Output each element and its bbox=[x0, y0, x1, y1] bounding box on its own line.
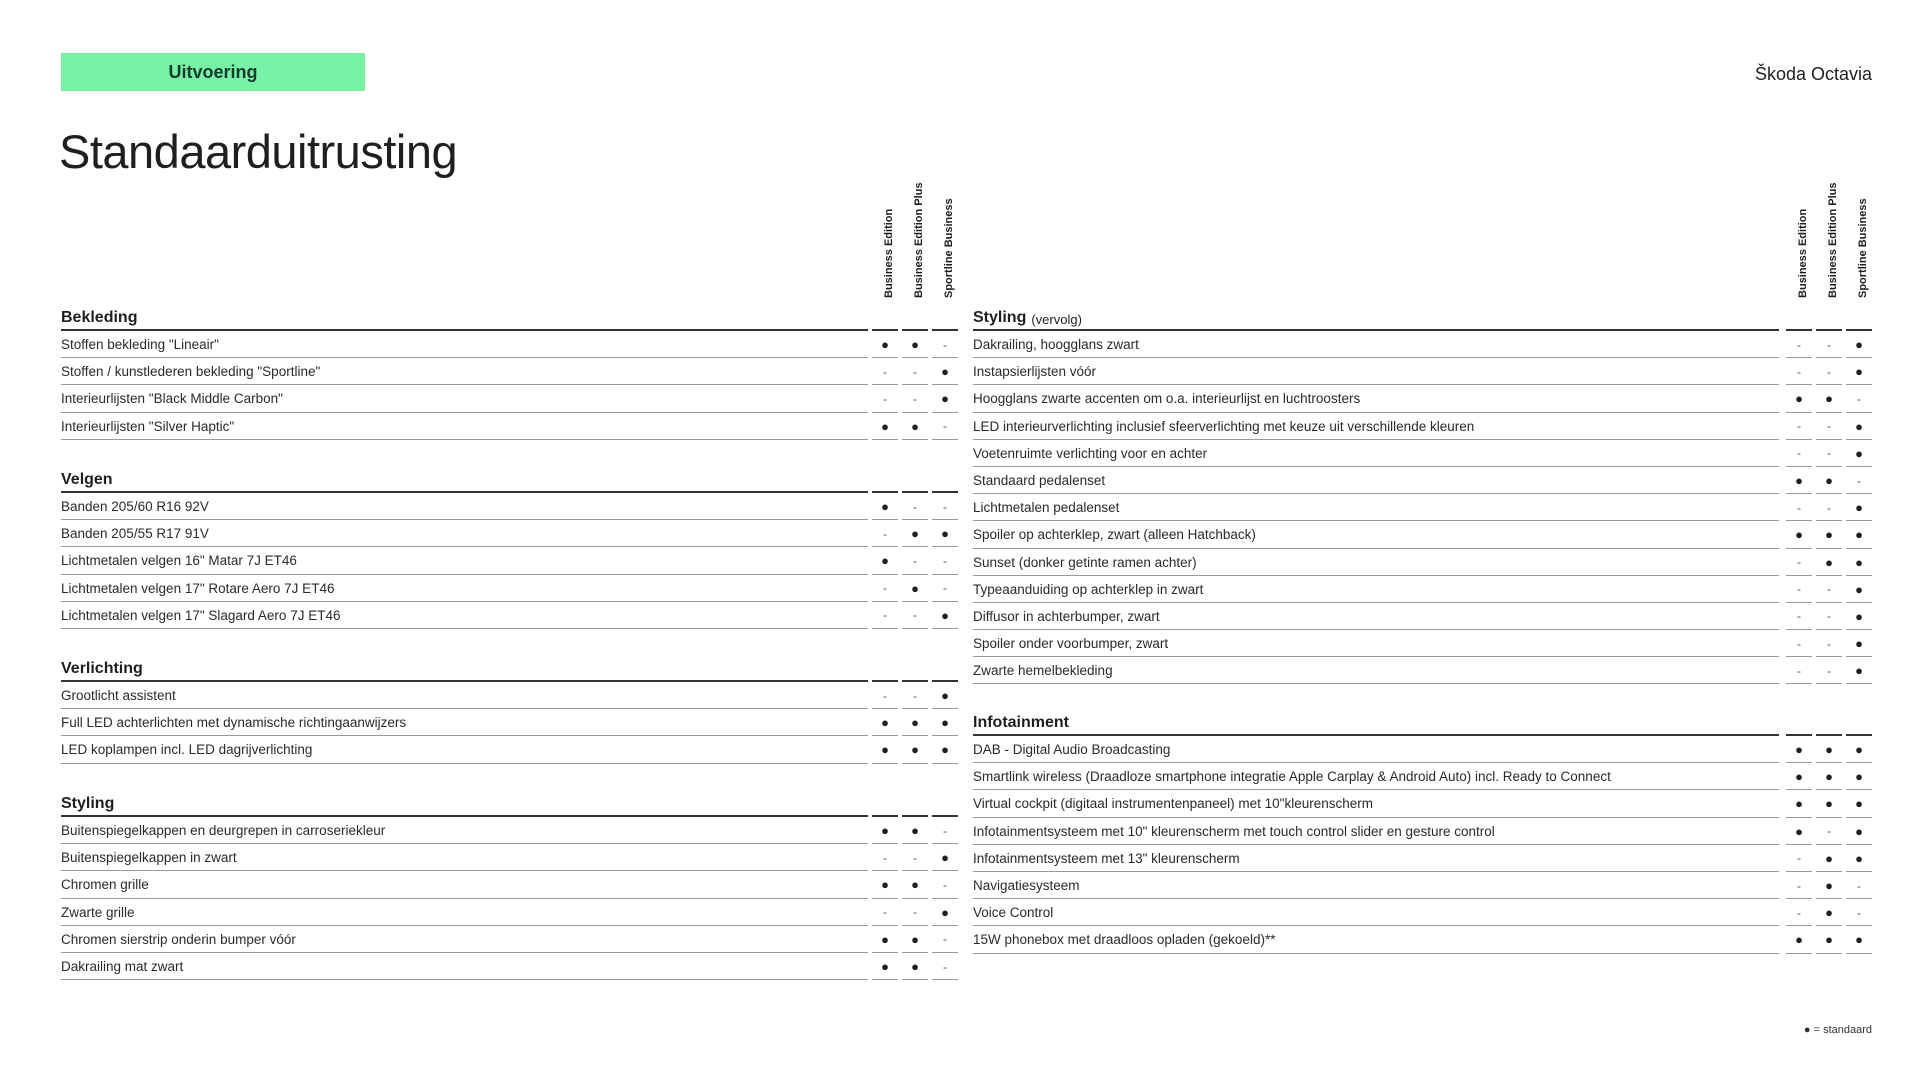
not-available-mark: - bbox=[883, 391, 887, 406]
table-row bbox=[973, 358, 1873, 385]
standard-dot-icon: ● bbox=[1795, 473, 1803, 489]
table-row bbox=[61, 926, 959, 953]
feature-label: DAB - Digital Audio Broadcasting bbox=[973, 742, 1171, 758]
feature-label: Lichtmetalen velgen 17" Rotare Aero 7J ET46 bbox=[61, 580, 335, 596]
standard-dot-icon: ● bbox=[941, 607, 949, 623]
standard-dot-icon: ● bbox=[1795, 527, 1803, 543]
standard-dot-icon: ● bbox=[1855, 636, 1863, 652]
standard-dot-icon: ● bbox=[1855, 608, 1863, 624]
standard-dot-icon: ● bbox=[1855, 742, 1863, 758]
feature-label: Diffusor in achterbumper, zwart bbox=[973, 608, 1160, 624]
standard-dot-icon: ● bbox=[1855, 769, 1863, 785]
standard-dot-icon: ● bbox=[911, 526, 919, 542]
not-available-mark: - bbox=[1797, 500, 1801, 515]
feature-label: Full LED achterlichten met dynamische richtingaanwijzers bbox=[61, 715, 407, 731]
feature-label: LED koplampen incl. LED dagrijverlichting bbox=[61, 742, 313, 758]
standard-dot-icon: ● bbox=[1825, 796, 1833, 812]
standard-dot-icon: ● bbox=[941, 715, 949, 731]
not-available-mark: - bbox=[943, 419, 947, 434]
standard-dot-icon: ● bbox=[1795, 769, 1803, 785]
table-row bbox=[61, 953, 959, 980]
feature-label: Chromen grille bbox=[61, 877, 149, 893]
standard-dot-icon: ● bbox=[1855, 850, 1863, 866]
table-row bbox=[61, 358, 959, 385]
section-velgen bbox=[61, 466, 959, 629]
standard-dot-icon: ● bbox=[941, 850, 949, 866]
not-available-mark: - bbox=[1797, 337, 1801, 352]
not-available-mark: - bbox=[913, 553, 917, 568]
not-available-mark: - bbox=[1827, 446, 1831, 461]
section-infotainment bbox=[973, 709, 1873, 954]
section-heading bbox=[973, 304, 1873, 331]
feature-label: Navigatiesysteem bbox=[973, 878, 1080, 894]
feature-label: Lichtmetalen velgen 16" Matar 7J ET46 bbox=[61, 553, 297, 569]
not-available-mark: - bbox=[1797, 636, 1801, 651]
table-row bbox=[973, 494, 1873, 521]
feature-label: Voice Control bbox=[973, 905, 1054, 921]
standard-dot-icon: ● bbox=[1795, 932, 1803, 948]
not-available-mark: - bbox=[1827, 824, 1831, 839]
section-heading bbox=[61, 304, 959, 331]
section-heading-title: Styling bbox=[61, 795, 115, 812]
feature-label: Zwarte hemelbekleding bbox=[973, 663, 1113, 679]
feature-label: Hoogglans zwarte accenten om o.a. interieurlijst en luchtroosters bbox=[973, 391, 1361, 407]
feature-label: Standaard pedalenset bbox=[973, 473, 1106, 489]
standard-dot-icon: ● bbox=[1855, 581, 1863, 597]
feature-label: Smartlink wireless (Draadloze smartphone integratie Apple Carplay & Android Auto) incl. Ready to Connect bbox=[973, 769, 1611, 785]
section-tag-label: Uitvoering bbox=[168, 61, 258, 82]
standard-dot-icon: ● bbox=[1855, 823, 1863, 839]
not-available-mark: - bbox=[883, 905, 887, 920]
feature-label: Virtual cockpit (digitaal instrumentenpaneel) met 10"kleurenscherm bbox=[973, 796, 1373, 812]
not-available-mark: - bbox=[943, 932, 947, 947]
table-row bbox=[61, 871, 959, 898]
feature-label: Voetenruimte verlichting voor en achter bbox=[973, 445, 1208, 461]
page-title: Standaarduitrusting bbox=[59, 125, 458, 178]
not-available-mark: - bbox=[883, 581, 887, 596]
table-row bbox=[973, 926, 1873, 953]
standard-dot-icon: ● bbox=[911, 742, 919, 758]
table-row bbox=[973, 521, 1873, 548]
feature-label: Infotainmentsysteem met 13" kleurenscherm bbox=[973, 850, 1240, 866]
not-available-mark: - bbox=[943, 823, 947, 838]
standard-dot-icon: ● bbox=[1825, 878, 1833, 894]
table-row bbox=[973, 413, 1873, 440]
standard-dot-icon: ● bbox=[941, 526, 949, 542]
not-available-mark: - bbox=[913, 364, 917, 379]
standard-dot-icon: ● bbox=[881, 418, 889, 434]
not-available-mark: - bbox=[1797, 555, 1801, 570]
table-row bbox=[973, 736, 1873, 763]
table-row bbox=[973, 576, 1873, 603]
table-row bbox=[973, 630, 1873, 657]
feature-label: Dakrailing, hoogglans zwart bbox=[973, 337, 1139, 353]
standard-dot-icon: ● bbox=[881, 715, 889, 731]
standard-dot-icon: ● bbox=[1825, 932, 1833, 948]
column-header-business-edition: Business Edition bbox=[883, 208, 895, 298]
column-header-business-edition-plus: Business Edition Plus bbox=[913, 182, 925, 298]
standard-dot-icon: ● bbox=[1795, 823, 1803, 839]
standard-dot-icon: ● bbox=[1855, 663, 1863, 679]
section-verlichting bbox=[61, 655, 959, 764]
not-available-mark: - bbox=[913, 905, 917, 920]
standard-dot-icon: ● bbox=[881, 931, 889, 947]
not-available-mark: - bbox=[1797, 905, 1801, 920]
table-row bbox=[61, 736, 959, 763]
section-heading bbox=[61, 466, 959, 493]
not-available-mark: - bbox=[1827, 636, 1831, 651]
standard-dot-icon: ● bbox=[1825, 850, 1833, 866]
not-available-mark: - bbox=[913, 850, 917, 865]
standard-dot-icon: ● bbox=[911, 337, 919, 353]
table-row bbox=[973, 763, 1873, 790]
standard-dot-icon: ● bbox=[1855, 418, 1863, 434]
not-available-mark: - bbox=[1857, 878, 1861, 893]
standard-dot-icon: ● bbox=[1795, 742, 1803, 758]
not-available-mark: - bbox=[1797, 446, 1801, 461]
table-row bbox=[973, 790, 1873, 817]
feature-label: Banden 205/55 R17 91V bbox=[61, 526, 209, 542]
section-heading-title: Styling bbox=[973, 309, 1027, 326]
standard-dot-icon: ● bbox=[1855, 932, 1863, 948]
section-heading-title: Verlichting bbox=[61, 660, 143, 677]
not-available-mark: - bbox=[883, 608, 887, 623]
feature-label: Spoiler onder voorbumper, zwart bbox=[973, 636, 1169, 652]
not-available-mark: - bbox=[943, 959, 947, 974]
column-header-business-edition-plus: Business Edition Plus bbox=[1827, 182, 1839, 298]
feature-label: Grootlicht assistent bbox=[61, 688, 176, 704]
not-available-mark: - bbox=[913, 688, 917, 703]
standard-dot-icon: ● bbox=[1795, 391, 1803, 407]
standard-dot-icon: ● bbox=[881, 553, 889, 569]
not-available-mark: - bbox=[913, 391, 917, 406]
not-available-mark: - bbox=[1857, 473, 1861, 488]
not-available-mark: - bbox=[883, 850, 887, 865]
table-row bbox=[973, 845, 1873, 872]
standard-dot-icon: ● bbox=[1795, 796, 1803, 812]
not-available-mark: - bbox=[1827, 582, 1831, 597]
table-row bbox=[973, 440, 1873, 467]
not-available-mark: - bbox=[1827, 663, 1831, 678]
section-bekleding bbox=[61, 304, 959, 440]
feature-label: Interieurlijsten "Silver Haptic" bbox=[61, 418, 235, 434]
standard-dot-icon: ● bbox=[1825, 769, 1833, 785]
section-heading-subtitle: (vervolg) bbox=[1031, 312, 1082, 327]
not-available-mark: - bbox=[1827, 419, 1831, 434]
not-available-mark: - bbox=[1797, 663, 1801, 678]
standard-dot-icon: ● bbox=[1825, 527, 1833, 543]
standard-dot-icon: ● bbox=[911, 931, 919, 947]
feature-label: Stoffen bekleding "Lineair" bbox=[61, 337, 219, 353]
feature-label: Stoffen / kunstlederen bekleding "Sportline" bbox=[61, 364, 321, 380]
standard-dot-icon: ● bbox=[941, 391, 949, 407]
table-row bbox=[61, 385, 959, 412]
table-row bbox=[61, 844, 959, 871]
standard-dot-icon: ● bbox=[881, 337, 889, 353]
not-available-mark: - bbox=[1797, 851, 1801, 866]
standard-dot-icon: ● bbox=[1825, 905, 1833, 921]
not-available-mark: - bbox=[1827, 609, 1831, 624]
feature-label: Banden 205/60 R16 92V bbox=[61, 499, 209, 515]
section-heading bbox=[973, 709, 1873, 736]
table-row bbox=[61, 817, 959, 844]
section-heading bbox=[61, 655, 959, 682]
table-row bbox=[61, 413, 959, 440]
brand-name: Škoda Octavia bbox=[1754, 64, 1872, 84]
table-row bbox=[61, 493, 959, 520]
table-row bbox=[973, 872, 1873, 899]
feature-label: Infotainmentsysteem met 10" kleurenscherm met touch control slider en gesture control bbox=[973, 823, 1495, 839]
table-row bbox=[61, 331, 959, 358]
not-available-mark: - bbox=[1797, 582, 1801, 597]
not-available-mark: - bbox=[1827, 500, 1831, 515]
standard-dot-icon: ● bbox=[941, 364, 949, 380]
standard-dot-icon: ● bbox=[881, 877, 889, 893]
feature-label: Buitenspiegelkappen in zwart bbox=[61, 850, 237, 866]
table-row bbox=[61, 682, 959, 709]
standard-dot-icon: ● bbox=[911, 823, 919, 839]
table-row bbox=[61, 520, 959, 547]
standard-dot-icon: ● bbox=[1825, 742, 1833, 758]
table-row bbox=[973, 899, 1873, 926]
not-available-mark: - bbox=[1857, 905, 1861, 920]
standard-dot-icon: ● bbox=[911, 715, 919, 731]
feature-label: Chromen sierstrip onderin bumper vóór bbox=[61, 931, 296, 947]
feature-label: LED interieurverlichting inclusief sfeerverlichting met keuze uit verschillende kleuren bbox=[973, 418, 1475, 434]
column-header-business-edition: Business Edition bbox=[1797, 208, 1809, 298]
table-row bbox=[973, 549, 1873, 576]
feature-label: Buitenspiegelkappen en deurgrepen in carroseriekleur bbox=[61, 823, 386, 839]
not-available-mark: - bbox=[913, 608, 917, 623]
not-available-mark: - bbox=[1857, 391, 1861, 406]
standard-dot-icon: ● bbox=[1825, 554, 1833, 570]
table-row bbox=[61, 547, 959, 574]
standard-dot-icon: ● bbox=[881, 499, 889, 515]
standard-dot-icon: ● bbox=[911, 877, 919, 893]
table-row bbox=[973, 331, 1873, 358]
standard-dot-icon: ● bbox=[941, 904, 949, 920]
not-available-mark: - bbox=[1797, 364, 1801, 379]
not-available-mark: - bbox=[883, 364, 887, 379]
section-heading-title: Velgen bbox=[61, 471, 113, 488]
not-available-mark: - bbox=[913, 499, 917, 514]
standard-dot-icon: ● bbox=[911, 418, 919, 434]
section-styling bbox=[973, 304, 1873, 684]
standard-dot-icon: ● bbox=[1855, 554, 1863, 570]
standard-dot-icon: ● bbox=[911, 580, 919, 596]
section-heading bbox=[61, 790, 959, 817]
not-available-mark: - bbox=[883, 526, 887, 541]
table-row bbox=[61, 899, 959, 926]
standard-dot-icon: ● bbox=[1855, 445, 1863, 461]
standard-dot-icon: ● bbox=[941, 688, 949, 704]
feature-label: Lichtmetalen velgen 17" Slagard Aero 7J ET46 bbox=[61, 607, 341, 623]
standard-dot-icon: ● bbox=[1855, 337, 1863, 353]
table-row bbox=[61, 709, 959, 736]
legend: ● = standaard bbox=[1803, 1024, 1872, 1036]
section-heading-title: Bekleding bbox=[61, 309, 138, 326]
not-available-mark: - bbox=[943, 553, 947, 568]
not-available-mark: - bbox=[943, 337, 947, 352]
standard-dot-icon: ● bbox=[881, 823, 889, 839]
standard-dot-icon: ● bbox=[941, 742, 949, 758]
standard-dot-icon: ● bbox=[1855, 364, 1863, 380]
table-row bbox=[61, 575, 959, 602]
not-available-mark: - bbox=[883, 688, 887, 703]
section-tag bbox=[61, 53, 365, 91]
feature-label: Sunset (donker getinte ramen achter) bbox=[973, 554, 1197, 570]
feature-label: Typeaanduiding op achterklep in zwart bbox=[973, 581, 1204, 597]
column-header-sportline-business: Sportline Business bbox=[943, 198, 955, 298]
table-row bbox=[973, 603, 1873, 630]
table-row bbox=[973, 818, 1873, 845]
feature-label: Dakrailing mat zwart bbox=[61, 959, 184, 975]
not-available-mark: - bbox=[1797, 878, 1801, 893]
section-heading-title: Infotainment bbox=[973, 714, 1069, 731]
feature-label: 15W phonebox met draadloos opladen (gekoeld)** bbox=[973, 932, 1276, 948]
standard-dot-icon: ● bbox=[1855, 500, 1863, 516]
feature-label: Lichtmetalen pedalenset bbox=[973, 500, 1120, 516]
not-available-mark: - bbox=[943, 877, 947, 892]
table-row bbox=[61, 602, 959, 629]
table-row bbox=[973, 467, 1873, 494]
standard-dot-icon: ● bbox=[1825, 473, 1833, 489]
feature-label: Instapsierlijsten vóór bbox=[973, 364, 1097, 380]
table-row bbox=[973, 657, 1873, 684]
table-row bbox=[973, 385, 1873, 412]
not-available-mark: - bbox=[1827, 364, 1831, 379]
standard-dot-icon: ● bbox=[881, 959, 889, 975]
feature-label: Zwarte grille bbox=[61, 904, 135, 920]
column-header-sportline-business: Sportline Business bbox=[1857, 198, 1869, 298]
feature-label: Interieurlijsten "Black Middle Carbon" bbox=[61, 391, 283, 407]
section-styling bbox=[61, 790, 959, 980]
standard-dot-icon: ● bbox=[1855, 796, 1863, 812]
feature-label: Spoiler op achterklep, zwart (alleen Hatchback) bbox=[973, 527, 1256, 543]
standard-dot-icon: ● bbox=[1825, 391, 1833, 407]
standard-dot-icon: ● bbox=[911, 959, 919, 975]
standard-dot-icon: ● bbox=[1855, 527, 1863, 543]
not-available-mark: - bbox=[943, 581, 947, 596]
not-available-mark: - bbox=[943, 499, 947, 514]
standard-dot-icon: ● bbox=[881, 742, 889, 758]
not-available-mark: - bbox=[1797, 609, 1801, 624]
not-available-mark: - bbox=[1827, 337, 1831, 352]
not-available-mark: - bbox=[1797, 419, 1801, 434]
